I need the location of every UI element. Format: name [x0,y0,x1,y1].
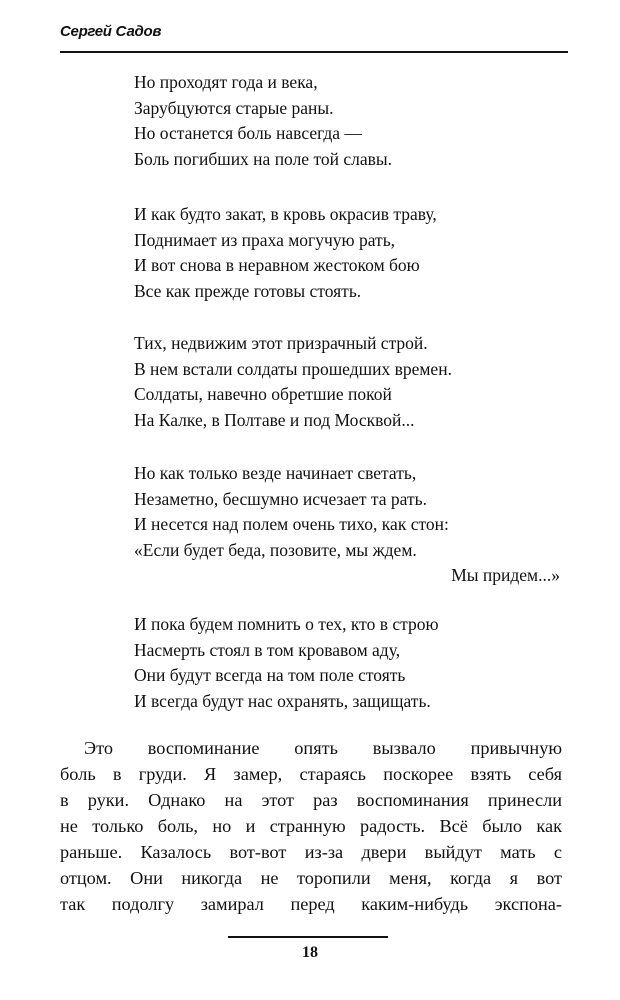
prose-line: так подолгу замирал перед каким-нибудь экспона- [60,894,562,914]
poem-line: Солдаты, навечно обретшие покой [134,384,392,405]
poem-line: И пока будем помнить о тех, кто в строю [134,614,439,634]
prose-line: боль в груди. Я замер, стараясь поскорее взять себя [60,764,562,784]
prose-line: не только боль, но и странную радость. Всё было как [60,816,562,836]
prose-line: Это воспоминание опять вызвало привычную [84,738,562,758]
poem-line: И как будто закат, в кровь окрасив траву, [134,204,437,224]
poem-stanza-2 [134,202,564,304]
prose-line: в руки. Однако на этот раз воспоминания принесли [60,790,562,810]
poem-line: Боль погибших на поле той славы. [134,148,393,169]
poem-line: И вот снова в неравном жестоком бою [134,255,420,276]
poem-stanza-1 [134,70,564,172]
prose-paragraph [60,735,562,917]
poem-line: Тих, недвижим этот призрачный строй. [134,333,428,353]
poem-line: Поднимает из праха могучую рать, [134,229,396,250]
running-header-author: Сергей Садов [60,23,162,40]
poem-line: Но останется боль навсегда — [134,123,362,144]
poem-line: На Калке, в Полтаве и под Москвой... [134,409,415,430]
poem-stanza-4 [134,461,564,589]
poem-line: Зарубцуются старые раны. [134,97,334,118]
poem-line: В нем встали солдаты прошедших времен. [134,358,452,379]
poem-line: «Если будет беда, позовите, мы ждем. [134,539,417,560]
poem-line: Все как прежде готовы стоять. [134,280,362,301]
poem-line: Они будут всегда на том поле стоять [134,665,406,686]
poem-line: Но проходят года и века, [134,72,318,92]
footer-rule [228,936,388,938]
poem-line: И несется над полем очень тихо, как стон: [134,514,449,535]
header-rule [60,51,568,53]
poem-stanza-3 [134,331,564,433]
page-number: 18 [302,944,318,961]
prose-line: раньше. Казалось вот-вот из-за двери выйдут мать с [60,842,562,862]
prose-line: отцом. Они никогда не торопили меня, когда я вот [60,868,562,888]
poem-line: И всегда будут нас охранять, защищать. [134,690,431,711]
poem-line: Насмерть стоял в том кровавом аду, [134,639,401,660]
poem-line: Незаметно, бесшумно исчезает та рать. [134,488,427,509]
poem-line: Но как только везде начинает светать, [134,463,417,483]
poem-stanza-5 [134,612,564,714]
poem-line-right-aligned: Мы придем...» [451,565,560,586]
